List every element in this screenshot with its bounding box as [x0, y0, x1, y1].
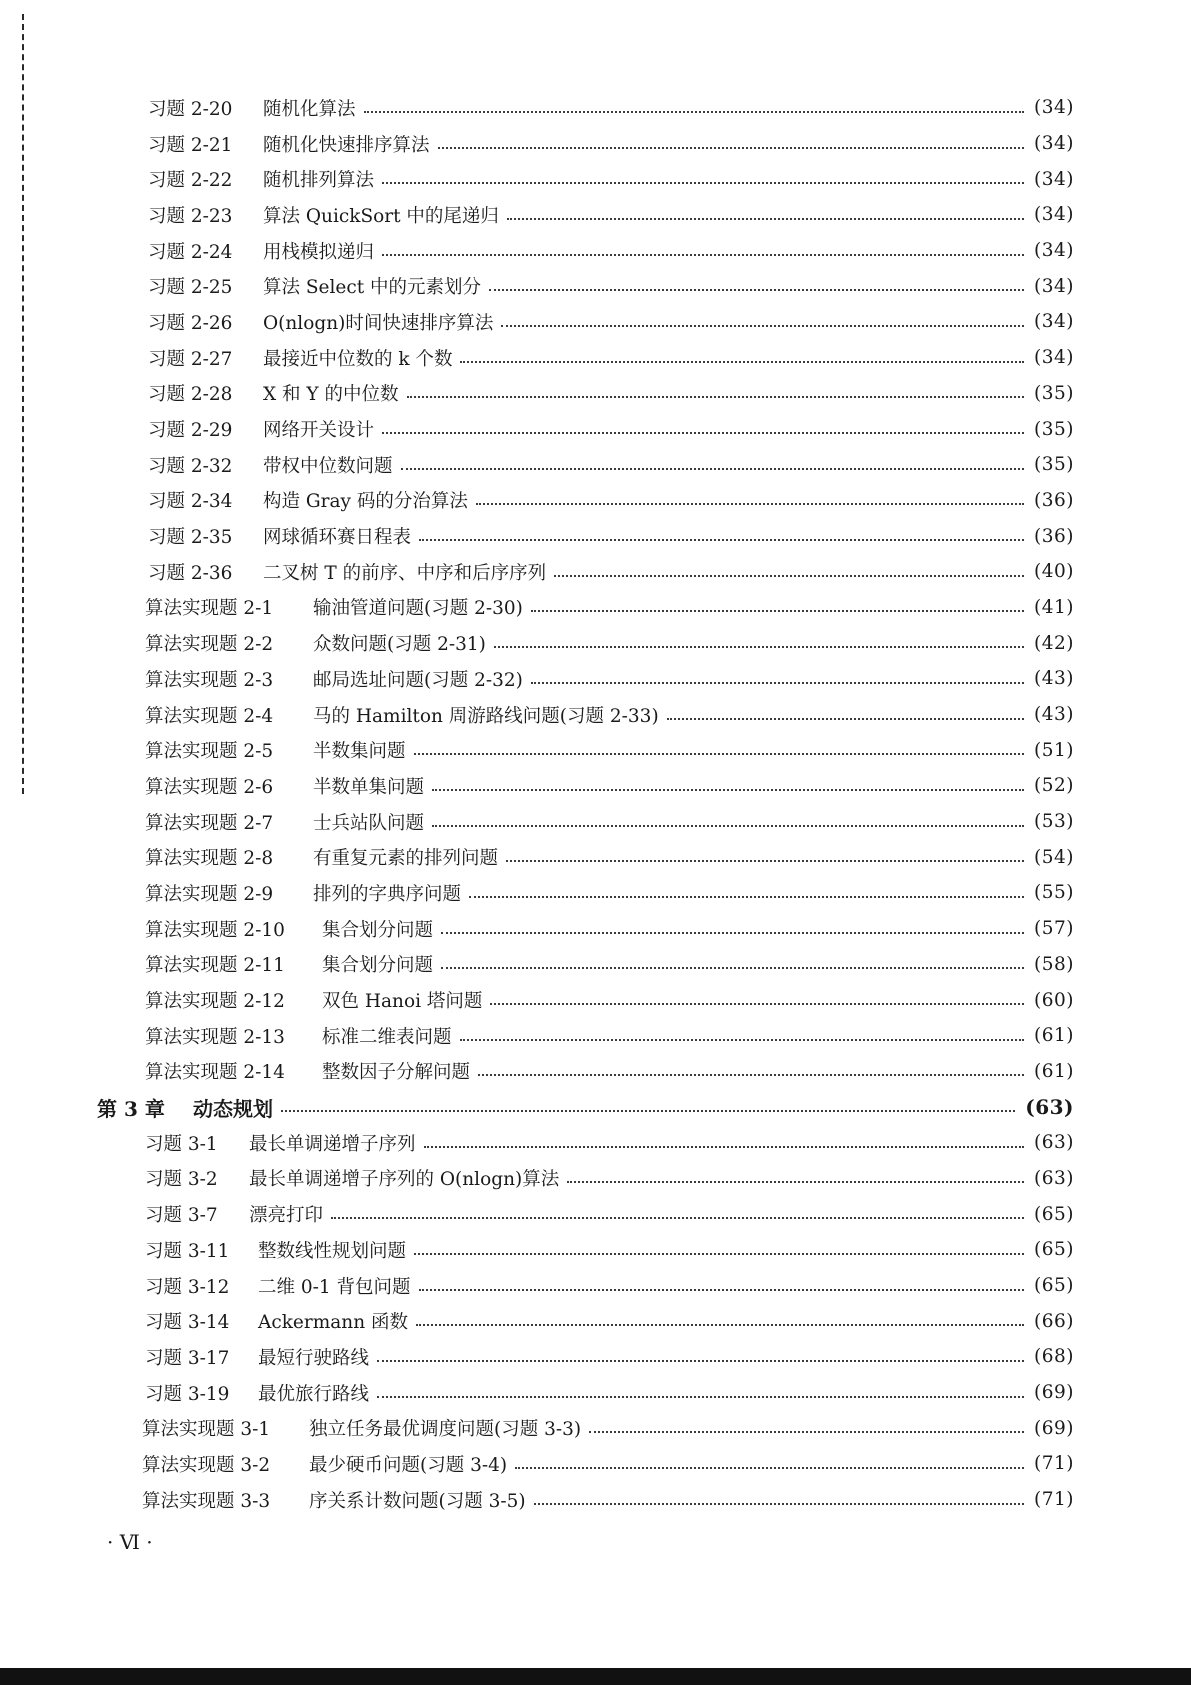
chapter-label: 第 3 章	[97, 1096, 165, 1121]
entry-label: 算法实现题 2-8	[145, 848, 274, 870]
entry-title: 整数因子分解问题	[322, 1062, 471, 1084]
toc-entry	[0, 804, 1191, 840]
toc-entry	[0, 625, 1191, 661]
leader-dots	[507, 218, 1024, 220]
entry-page: (34)	[1034, 311, 1074, 333]
entry-page: (34)	[1034, 347, 1074, 369]
leader-dots	[490, 1003, 1024, 1005]
leader-dots	[382, 254, 1024, 256]
entry-page: (40)	[1034, 561, 1074, 583]
leader-dots	[476, 503, 1024, 505]
entry-page: (66)	[1034, 1310, 1074, 1332]
entry-page: (34)	[1034, 240, 1074, 262]
entry-label: 算法实现题 2-10	[145, 919, 285, 941]
toc-entry	[0, 947, 1191, 983]
leader-dots	[382, 182, 1024, 184]
entry-page: (57)	[1034, 918, 1074, 940]
entry-title: 网球循环赛日程表	[263, 527, 412, 549]
table-of-contents	[0, 90, 1191, 1518]
toc-entry	[0, 518, 1191, 554]
entry-label: 习题 2-25	[148, 277, 233, 299]
entry-label: 习题 2-36	[148, 562, 233, 584]
entry-label: 算法实现题 2-3	[145, 669, 274, 691]
toc-entry	[0, 411, 1191, 447]
toc-entry	[0, 1339, 1191, 1375]
entry-page: (54)	[1034, 846, 1074, 868]
toc-entry	[0, 768, 1191, 804]
entry-page: (36)	[1034, 525, 1074, 547]
entry-page: (41)	[1034, 596, 1074, 618]
leader-dots	[567, 1181, 1024, 1183]
leader-dots	[489, 289, 1024, 291]
entry-page: (43)	[1034, 668, 1074, 690]
entry-page: (36)	[1034, 489, 1074, 511]
leader-dots	[501, 325, 1024, 327]
entry-title: 排列的字典序问题	[313, 883, 462, 905]
entry-page: (71)	[1034, 1489, 1074, 1511]
entry-page: (42)	[1034, 632, 1074, 654]
entry-label: 算法实现题 2-5	[145, 741, 274, 763]
entry-page: (34)	[1034, 133, 1074, 155]
entry-title: 邮局选址问题(习题 2-32)	[313, 669, 523, 691]
entry-title: 众数问题(习题 2-31)	[313, 634, 486, 656]
entry-title: 最接近中位数的 k 个数	[263, 348, 453, 370]
leader-dots	[382, 432, 1024, 434]
entry-label: 习题 2-21	[148, 134, 233, 156]
entry-title: 最短行驶路线	[258, 1347, 370, 1369]
toc-entry	[0, 1375, 1191, 1411]
entry-title: 网络开关设计	[263, 420, 375, 442]
entry-label: 算法实现题 2-7	[145, 812, 274, 834]
entry-label: 习题 3-12	[145, 1276, 230, 1298]
leader-dots	[534, 1503, 1024, 1505]
entry-title: 算法 QuickSort 中的尾递归	[263, 205, 499, 227]
entry-page: (53)	[1034, 811, 1074, 833]
entry-label: 习题 3-19	[145, 1383, 230, 1405]
entry-label: 算法实现题 3-1	[142, 1419, 271, 1441]
toc-entry	[0, 661, 1191, 697]
entry-label: 习题 3-11	[145, 1240, 230, 1262]
toc-entry	[0, 1125, 1191, 1161]
entry-label: 习题 2-22	[148, 170, 233, 192]
entry-label: 算法实现题 2-9	[145, 883, 274, 905]
entry-title: 最长单调递增子序列	[249, 1133, 416, 1155]
entry-title: 集合划分问题	[322, 955, 434, 977]
entry-label: 算法实现题 2-1	[145, 598, 274, 620]
leader-dots	[460, 1039, 1025, 1041]
entry-label: 算法实现题 2-13	[145, 1026, 285, 1048]
entry-label: 算法实现题 2-6	[145, 776, 274, 798]
toc-entry	[0, 161, 1191, 197]
entry-title: X 和 Y 的中位数	[263, 384, 399, 406]
leader-dots	[589, 1431, 1024, 1433]
entry-page: (51)	[1034, 739, 1074, 761]
leader-dots	[432, 789, 1024, 791]
entry-title: 半数集问题	[313, 741, 406, 763]
entry-title: 士兵站队问题	[313, 812, 425, 834]
entry-title: 带权中位数问题	[263, 455, 393, 477]
entry-label: 习题 3-7	[145, 1205, 218, 1227]
entry-page: (63)	[1034, 1132, 1074, 1154]
toc-entry	[0, 90, 1191, 126]
entry-page: (65)	[1034, 1275, 1074, 1297]
entry-title: O(nlogn)时间快速排序算法	[263, 312, 494, 334]
toc-entry	[0, 839, 1191, 875]
entry-title: 集合划分问题	[322, 919, 434, 941]
entry-page: (61)	[1034, 1025, 1074, 1047]
toc-entry	[0, 483, 1191, 519]
leader-dots	[667, 718, 1024, 720]
entry-label: 习题 2-32	[148, 455, 233, 477]
toc-entry	[0, 875, 1191, 911]
leader-dots	[469, 896, 1024, 898]
chapter-heading	[0, 1089, 1191, 1125]
entry-title: 独立任务最优调度问题(习题 3-3)	[309, 1419, 582, 1441]
toc-entry	[0, 197, 1191, 233]
entry-label: 算法实现题 2-11	[145, 955, 285, 977]
entry-label: 习题 2-27	[148, 348, 233, 370]
leader-dots	[424, 1146, 1025, 1148]
entry-page: (69)	[1034, 1417, 1074, 1439]
entry-label: 习题 2-23	[148, 205, 233, 227]
leader-dots	[506, 860, 1024, 862]
leader-dots	[416, 1324, 1024, 1326]
toc-entry	[0, 1268, 1191, 1304]
entry-page: (63)	[1025, 1095, 1074, 1120]
entry-page: (35)	[1034, 418, 1074, 440]
toc-entry	[0, 340, 1191, 376]
entry-title: 漂亮打印	[249, 1205, 324, 1227]
toc-entry	[0, 732, 1191, 768]
entry-page: (34)	[1034, 204, 1074, 226]
entry-label: 习题 2-24	[148, 241, 233, 263]
leader-dots	[407, 396, 1024, 398]
entry-title: 输油管道问题(习题 2-30)	[313, 598, 523, 620]
toc-entry	[0, 376, 1191, 412]
entry-page: (63)	[1034, 1167, 1074, 1189]
leader-dots	[377, 1396, 1024, 1398]
toc-entry	[0, 1410, 1191, 1446]
toc-entry	[0, 554, 1191, 590]
chapter-title: 动态规划	[193, 1096, 273, 1121]
toc-entry	[0, 447, 1191, 483]
toc-entry	[0, 911, 1191, 947]
entry-title: 构造 Gray 码的分治算法	[263, 491, 468, 513]
leader-dots	[364, 111, 1025, 113]
entry-title: 双色 Hanoi 塔问题	[322, 991, 483, 1013]
leader-dots	[331, 1217, 1024, 1219]
entry-page: (34)	[1034, 97, 1074, 119]
leader-dots	[414, 753, 1025, 755]
entry-label: 习题 3-2	[145, 1169, 218, 1191]
entry-page: (55)	[1034, 882, 1074, 904]
entry-page: (65)	[1034, 1203, 1074, 1225]
toc-entry	[0, 1161, 1191, 1197]
leader-dots	[515, 1467, 1024, 1469]
toc-entry	[0, 982, 1191, 1018]
leader-dots	[438, 147, 1025, 149]
leader-dots	[494, 646, 1024, 648]
entry-title: Ackermann 函数	[258, 1312, 409, 1334]
leader-dots	[377, 1360, 1024, 1362]
entry-title: 半数单集问题	[313, 776, 425, 798]
entry-label: 算法实现题 2-2	[145, 634, 274, 656]
leader-dots	[478, 1074, 1024, 1076]
entry-label: 算法实现题 2-12	[145, 991, 285, 1013]
entry-title: 整数线性规划问题	[258, 1240, 407, 1262]
toc-entry	[0, 1482, 1191, 1518]
leader-dots	[419, 1289, 1024, 1291]
entry-page: (61)	[1034, 1060, 1074, 1082]
entry-page: (69)	[1034, 1382, 1074, 1404]
entry-label: 算法实现题 2-14	[145, 1062, 285, 1084]
leader-dots	[281, 1110, 1015, 1112]
toc-entry	[0, 1054, 1191, 1090]
entry-label: 算法实现题 3-2	[142, 1454, 271, 1476]
toc-entry	[0, 1446, 1191, 1482]
leader-dots	[531, 610, 1024, 612]
leader-dots	[531, 682, 1024, 684]
entry-title: 标准二维表问题	[322, 1026, 452, 1048]
entry-label: 习题 2-29	[148, 420, 233, 442]
entry-title: 序关系计数问题(习题 3-5)	[309, 1490, 526, 1512]
leader-dots	[432, 825, 1024, 827]
entry-page: (34)	[1034, 168, 1074, 190]
entry-title: 最长单调递增子序列的 O(nlogn)算法	[249, 1169, 560, 1191]
entry-label: 算法实现题 2-4	[145, 705, 274, 727]
toc-entry	[0, 1303, 1191, 1339]
entry-label: 习题 2-26	[148, 312, 233, 334]
leader-dots	[441, 967, 1024, 969]
entry-page: (34)	[1034, 275, 1074, 297]
leader-dots	[419, 539, 1024, 541]
entry-page: (60)	[1034, 989, 1074, 1011]
leader-dots	[554, 575, 1024, 577]
toc-entry	[0, 233, 1191, 269]
page-number-marker: · Ⅵ ·	[107, 1530, 153, 1554]
entry-title: 有重复元素的排列问题	[313, 848, 499, 870]
entry-label: 习题 2-34	[148, 491, 233, 513]
entry-label: 习题 3-1	[145, 1133, 218, 1155]
toc-entry	[0, 304, 1191, 340]
entry-label: 习题 2-28	[148, 384, 233, 406]
entry-page: (65)	[1034, 1239, 1074, 1261]
toc-entry	[0, 697, 1191, 733]
entry-page: (43)	[1034, 704, 1074, 726]
entry-page: (52)	[1034, 775, 1074, 797]
entry-page: (58)	[1034, 953, 1074, 975]
entry-title: 马的 Hamilton 周游路线问题(习题 2-33)	[313, 705, 659, 727]
toc-entry	[0, 268, 1191, 304]
toc-entry	[0, 126, 1191, 162]
entry-label: 习题 2-20	[148, 98, 233, 120]
entry-title: 随机排列算法	[263, 170, 375, 192]
entry-title: 算法 Select 中的元素划分	[263, 277, 482, 299]
leader-dots	[401, 468, 1025, 470]
entry-page: (71)	[1034, 1453, 1074, 1475]
entry-title: 随机化算法	[263, 98, 356, 120]
entry-page: (68)	[1034, 1346, 1074, 1368]
entry-title: 二维 0-1 背包问题	[258, 1276, 411, 1298]
toc-entry	[0, 1018, 1191, 1054]
toc-entry	[0, 1196, 1191, 1232]
entry-label: 习题 2-35	[148, 527, 233, 549]
entry-label: 习题 3-14	[145, 1312, 230, 1334]
entry-title: 随机化快速排序算法	[263, 134, 430, 156]
entry-title: 最优旅行路线	[258, 1383, 370, 1405]
entry-label: 算法实现题 3-3	[142, 1490, 271, 1512]
scan-bottom-edge	[0, 1668, 1191, 1685]
toc-entry	[0, 590, 1191, 626]
entry-label: 习题 3-17	[145, 1347, 230, 1369]
leader-dots	[460, 361, 1024, 363]
entry-title: 二叉树 T 的前序、中序和后序序列	[263, 562, 547, 584]
entry-page: (35)	[1034, 382, 1074, 404]
entry-page: (35)	[1034, 454, 1074, 476]
entry-title: 用栈模拟递归	[263, 241, 375, 263]
toc-entry	[0, 1232, 1191, 1268]
entry-title: 最少硬币问题(习题 3-4)	[309, 1454, 508, 1476]
leader-dots	[441, 932, 1024, 934]
leader-dots	[414, 1253, 1024, 1255]
